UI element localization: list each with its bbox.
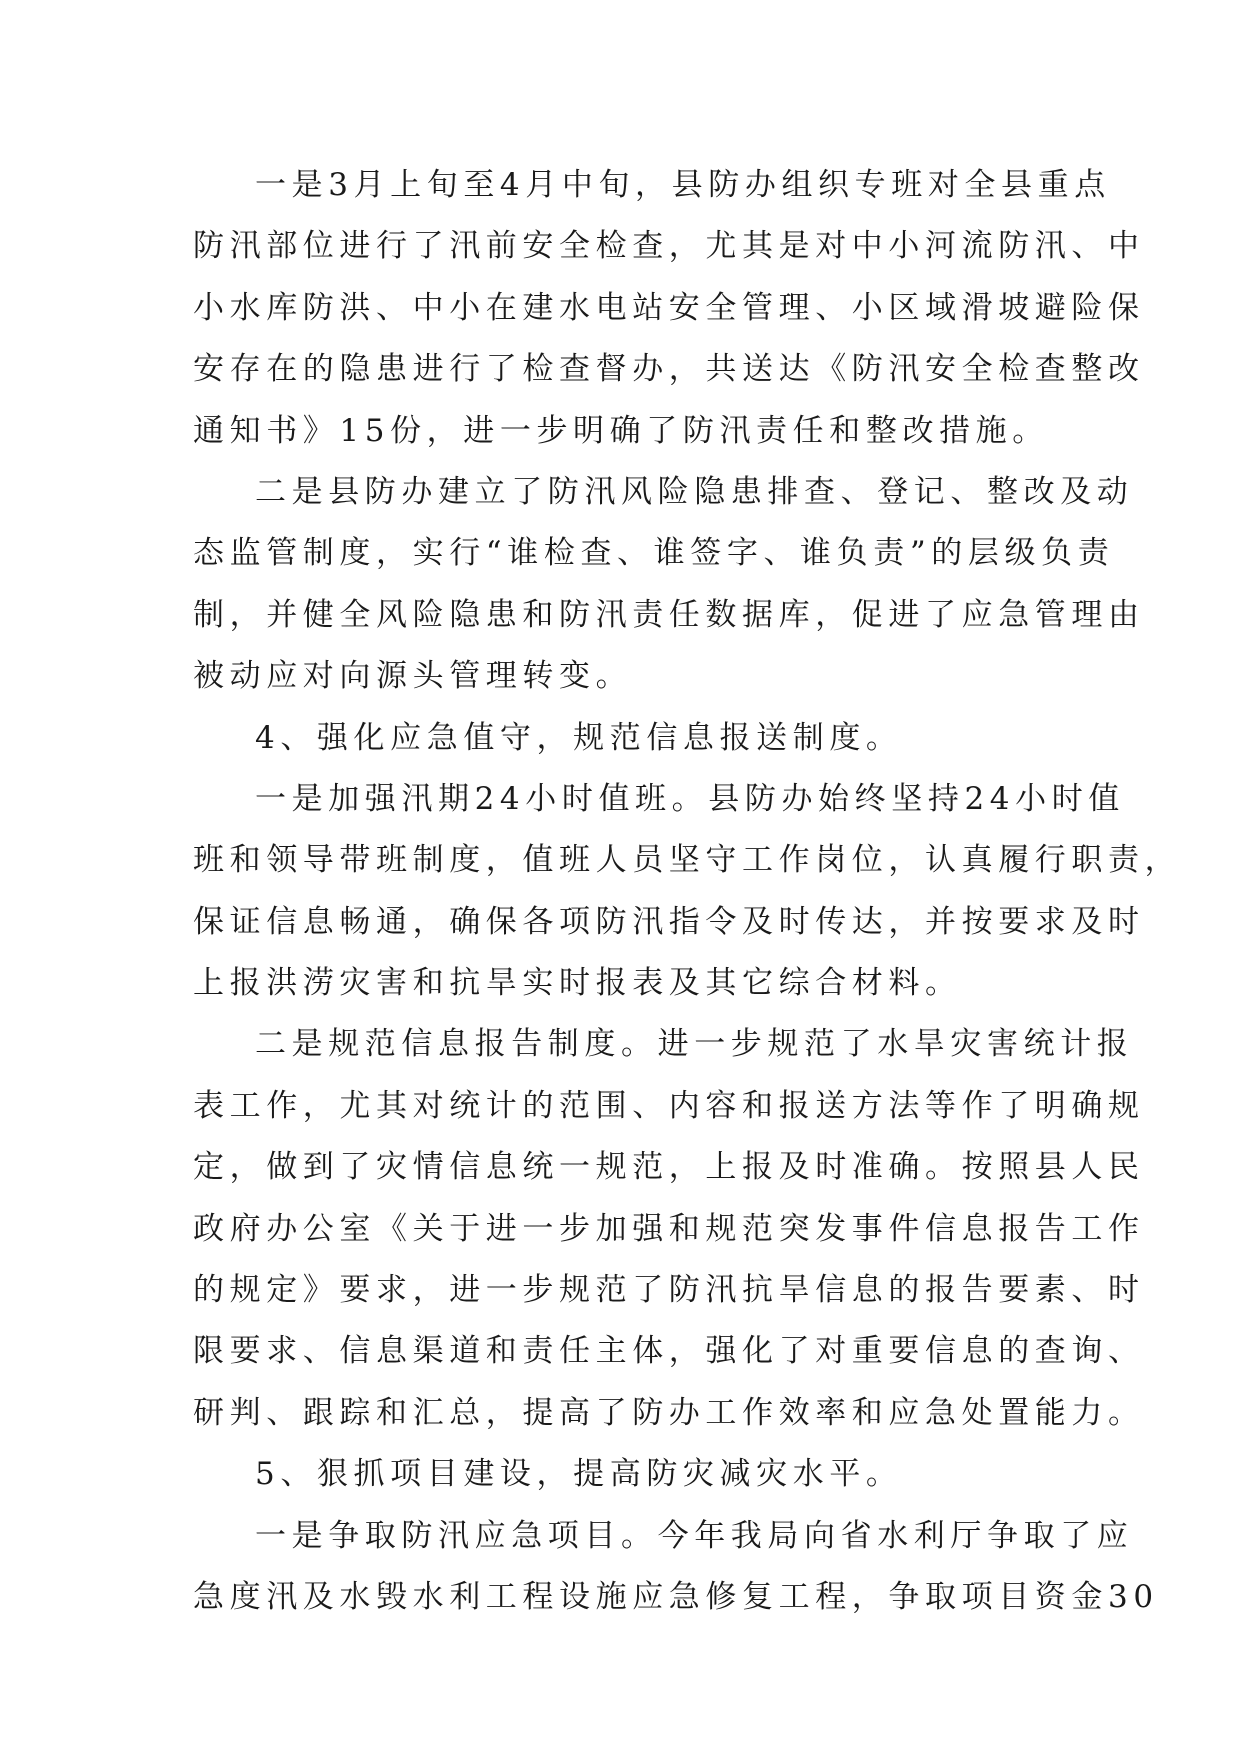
text-line: 一是争取防汛应急项目。今年我局向省水利厅争取了应 <box>255 1517 1134 1554</box>
text-line: 表工作，尤其对统计的范围、内容和报送方法等作了明确规 <box>193 1087 1145 1124</box>
text-line: 政府办公室《关于进一步加强和规范突发事件信息报告工作 <box>193 1210 1145 1247</box>
section-heading: 4、强化应急值守，规范信息报送制度。 <box>255 719 903 756</box>
text-line: 保证信息畅通，确保各项防汛指令及时传达，并按要求及时 <box>193 903 1145 940</box>
text-line: 定，做到了灾情信息统一规范，上报及时准确。按照县人民 <box>193 1149 1145 1186</box>
text-line: 班和领导带班制度，值班人员坚守工作岗位，认真履行职责， <box>193 842 1182 879</box>
text-line: 被动应对向源头管理转变。 <box>193 658 633 695</box>
text-line: 制，并健全风险隐患和防汛责任数据库，促进了应急管理由 <box>193 596 1145 633</box>
text-line: 一是3月上旬至4月中旬，县防办组织专班对全县重点 <box>255 167 1111 203</box>
document-body <box>193 155 1182 1628</box>
section-heading: 5、狠抓项目建设，提高防灾减灾水平。 <box>255 1456 903 1493</box>
text-line: 防汛部位进行了汛前安全检查，尤其是对中小河流防汛、中 <box>193 228 1145 265</box>
text-line: 的规定》要求，进一步规范了防汛抗旱信息的报告要素、时 <box>193 1272 1145 1309</box>
text-line: 研判、跟踪和汇总，提高了防办工作效率和应急处置能力。 <box>193 1394 1145 1431</box>
text-line: 态监管制度，实行“谁检查、谁签字、谁负责”的层级负责 <box>193 535 1115 572</box>
text-line: 二是规范信息报告制度。进一步规范了水旱灾害统计报 <box>255 1026 1134 1063</box>
text-line: 上报洪涝灾害和抗旱实时报表及其它综合材料。 <box>193 965 962 1002</box>
text-line: 急度汛及水毁水利工程设施应急修复工程，争取项目资金30 <box>193 1578 1159 1615</box>
text-line: 二是县防办建立了防汛风险隐患排查、登记、整改及动 <box>255 473 1134 510</box>
text-line: 限要求、信息渠道和责任主体，强化了对重要信息的查询、 <box>193 1333 1145 1370</box>
text-line: 安存在的隐患进行了检查督办，共送达《防汛安全检查整改 <box>193 351 1145 388</box>
text-line: 小水库防洪、中小在建水电站安全管理、小区域滑坡避险保 <box>193 289 1145 326</box>
text-line: 一是加强汛期24小时值班。县防办始终坚持24小时值 <box>255 780 1125 817</box>
text-line: 通知书》15份，进一步明确了防汛责任和整改措施。 <box>193 412 1049 449</box>
